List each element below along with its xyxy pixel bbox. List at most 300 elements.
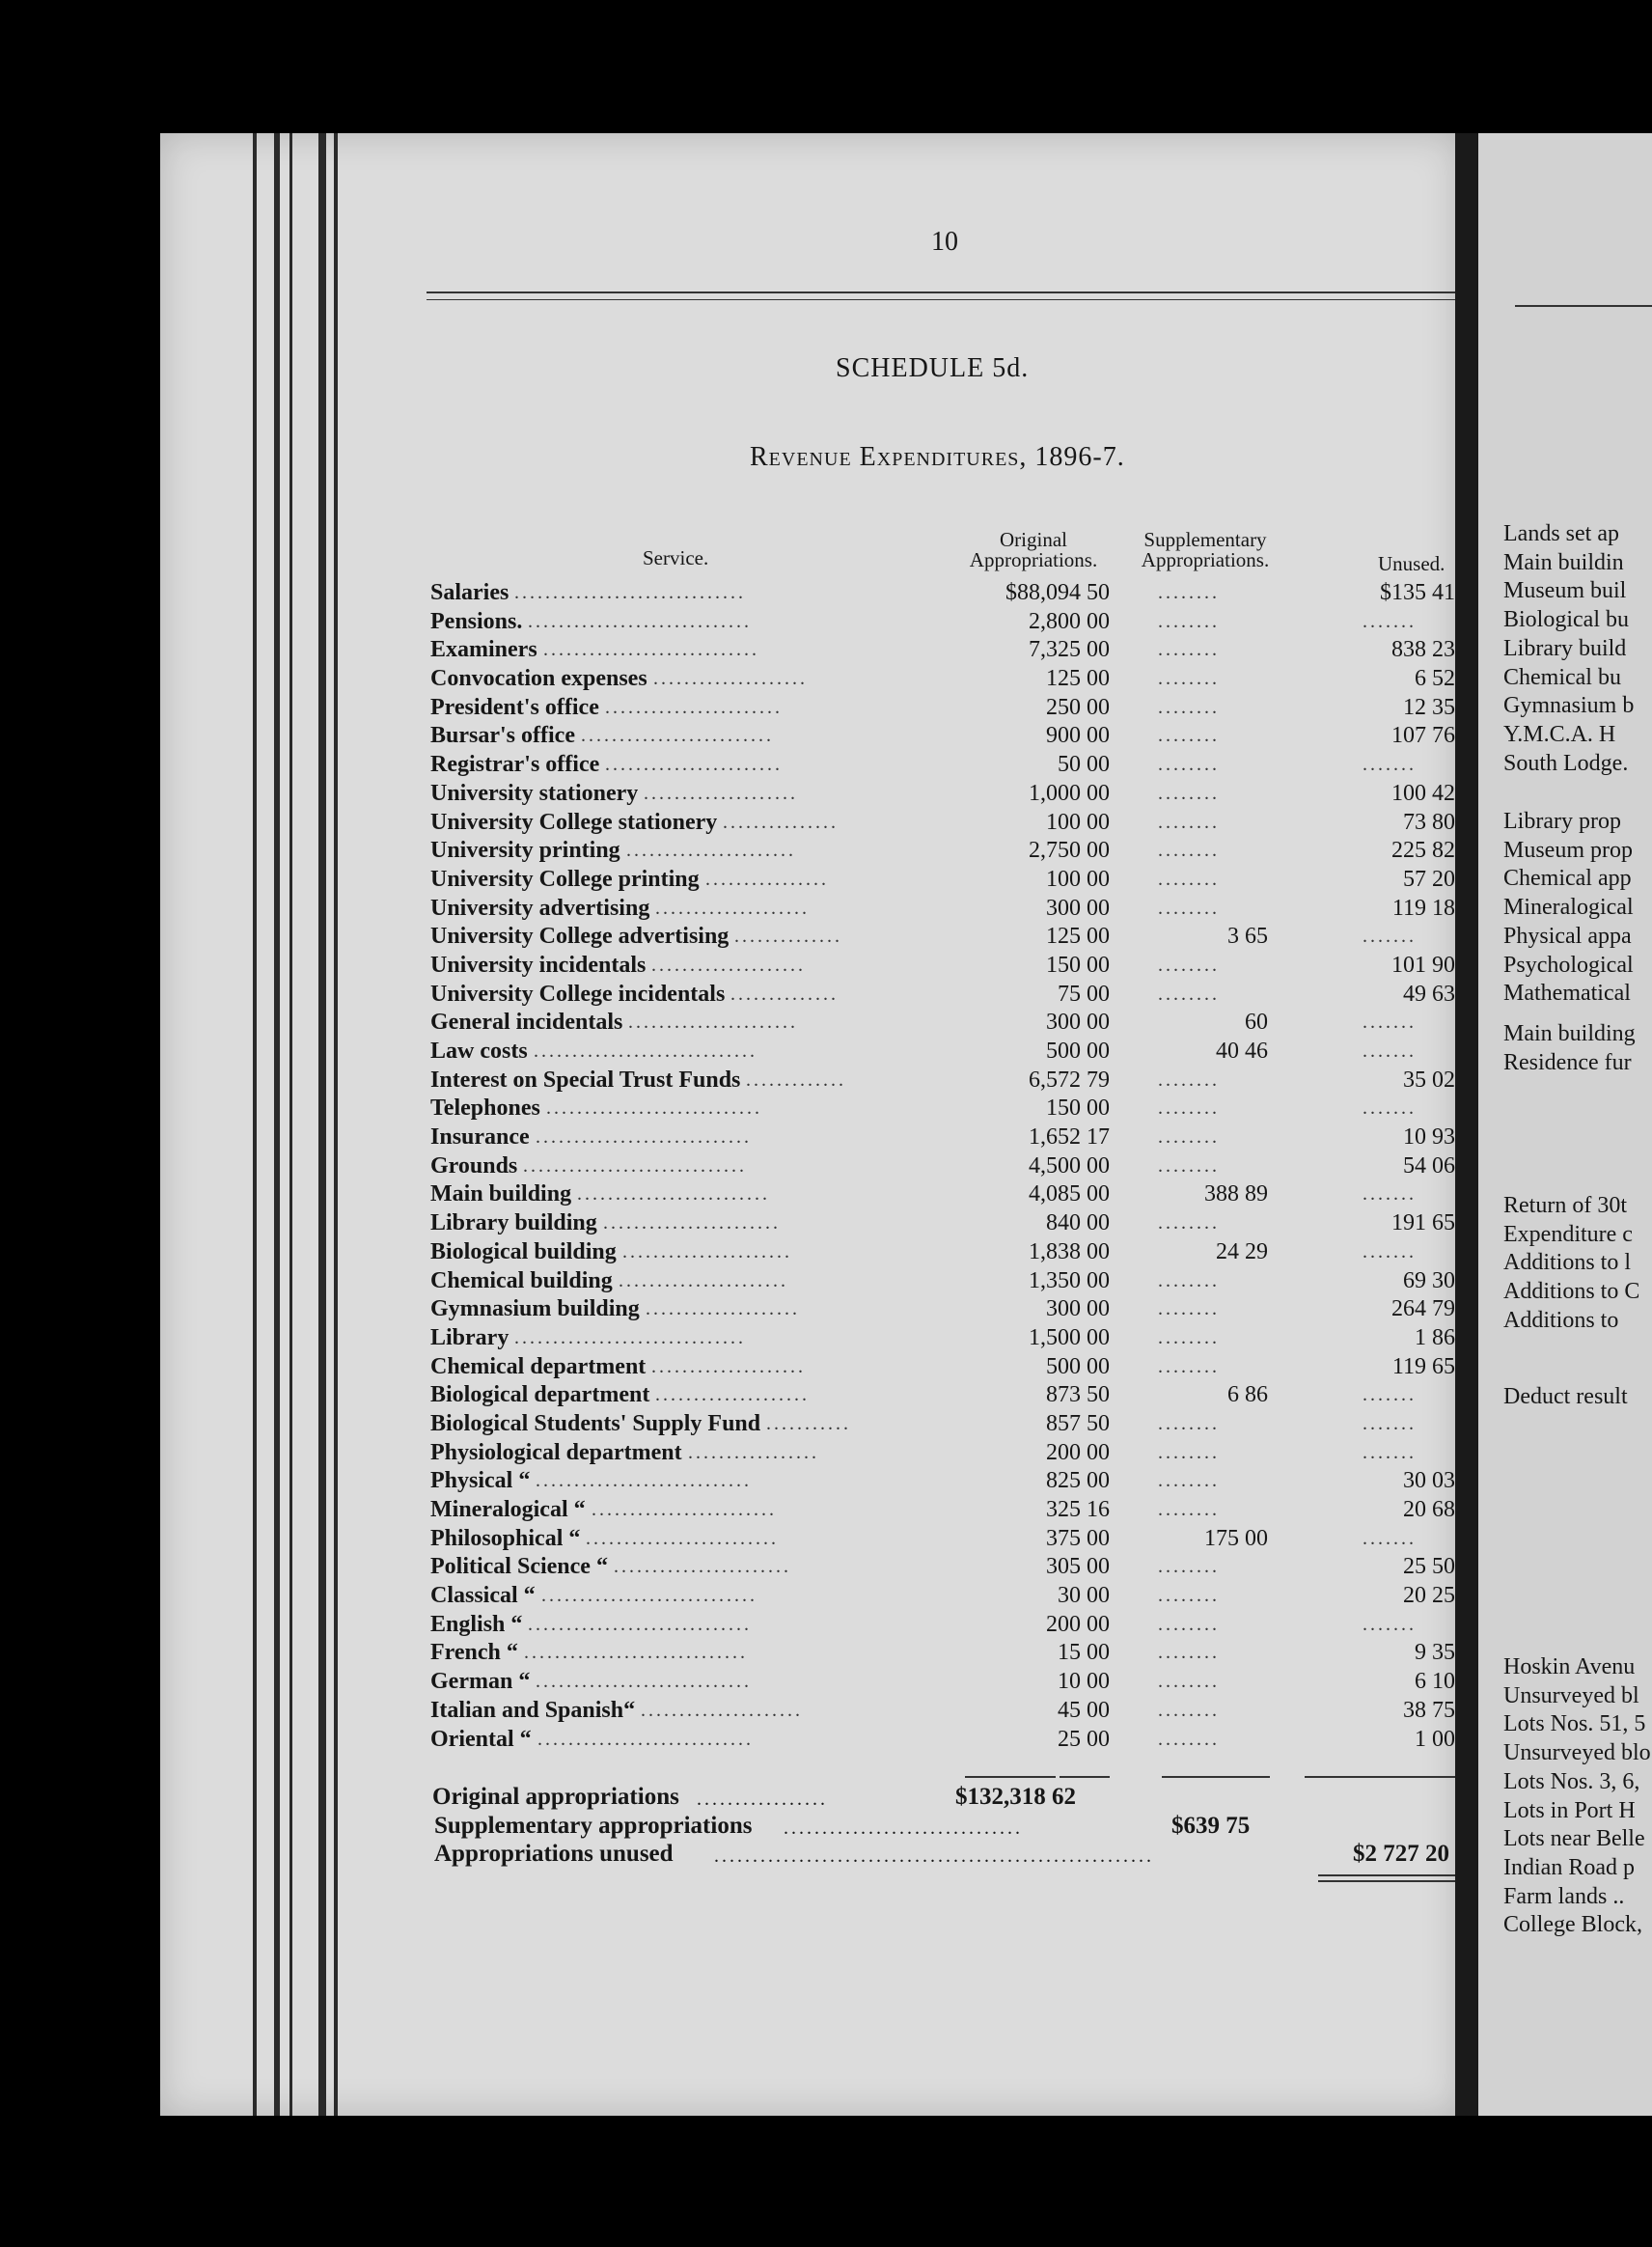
- leader-dots: ........: [1158, 868, 1220, 890]
- leader-dots: .......: [1363, 1240, 1417, 1262]
- original-amount: 75 00: [1058, 981, 1110, 1007]
- column-header-supplementary-line: Supplementary: [1143, 528, 1267, 551]
- service-label: Biological building: [430, 1238, 617, 1264]
- facing-page-line: Lots near Belle: [1503, 1826, 1645, 1852]
- leader-dots: .......................: [614, 1556, 791, 1578]
- original-amount: 7,325 00: [1029, 637, 1110, 663]
- facing-page-line: College Block,: [1503, 1912, 1642, 1938]
- schedule-title: SCHEDULE 5d.: [836, 353, 1030, 383]
- facing-page-line: Library prop: [1503, 809, 1621, 834]
- unused-amount: 38 75: [1403, 1697, 1455, 1723]
- facing-page-line: Lots Nos. 3, 6,: [1503, 1768, 1640, 1794]
- leader-dots: ............................: [536, 1671, 752, 1693]
- leader-dots: .......................: [605, 754, 783, 776]
- original-amount: 15 00: [1058, 1640, 1110, 1666]
- leader-dots: ............................: [546, 1097, 762, 1120]
- original-amount: 857 50: [1046, 1410, 1110, 1436]
- table-row: [0, 952, 1455, 981]
- total-supplementary-value: $639 75: [1171, 1813, 1251, 1839]
- table-row: [0, 1180, 1455, 1209]
- leader-dots: ........: [1158, 1585, 1220, 1607]
- service-label: Insurance: [430, 1124, 530, 1151]
- original-amount: 150 00: [1046, 1096, 1110, 1122]
- leader-dots: ............................: [541, 1585, 757, 1607]
- unused-amount: 119 65: [1391, 1353, 1455, 1379]
- leader-dots: ....................: [655, 1384, 810, 1406]
- table-row: [0, 1668, 1455, 1697]
- original-amount: 500 00: [1046, 1353, 1110, 1379]
- original-amount: 1,838 00: [1029, 1238, 1110, 1264]
- leader-dots: ........: [1158, 1499, 1220, 1520]
- table-row: [0, 1295, 1455, 1324]
- leader-dots: ......................: [622, 1240, 792, 1262]
- original-amount: 30 00: [1058, 1583, 1110, 1609]
- unused-amount: 225 82: [1391, 838, 1455, 864]
- facing-page-line: Mineralogical: [1503, 895, 1634, 921]
- unused-amount: 73 80: [1403, 809, 1455, 835]
- facing-page-line: Lots in Port H: [1503, 1797, 1636, 1823]
- service-label: Philosophical “: [430, 1525, 581, 1551]
- table-row: [0, 1238, 1455, 1267]
- service-label: English “: [430, 1611, 523, 1637]
- facing-page-line: Indian Road p: [1503, 1854, 1635, 1880]
- unused-amount: 1 00: [1415, 1726, 1455, 1752]
- total-rule: [965, 1776, 1056, 1778]
- leader-dots: ......................: [626, 840, 796, 862]
- leader-dots: ........: [1158, 1671, 1220, 1693]
- unused-amount: 101 90: [1391, 952, 1455, 978]
- total-rule: [1162, 1776, 1270, 1778]
- table-row: [0, 981, 1455, 1010]
- original-amount: 2,800 00: [1029, 608, 1110, 634]
- table-row: [0, 1095, 1455, 1124]
- facing-page-line: Biological bu: [1503, 607, 1629, 633]
- facing-page-rule: [1515, 305, 1652, 307]
- table-row: [0, 1067, 1455, 1096]
- original-amount: 4,500 00: [1029, 1152, 1110, 1179]
- leader-dots: ..............: [734, 926, 842, 948]
- unused-amount: 54 06: [1403, 1152, 1455, 1179]
- facing-page-line: Unsurveyed bl: [1503, 1682, 1639, 1708]
- original-amount: 150 00: [1046, 952, 1110, 978]
- leader-dots: .......: [1363, 754, 1417, 776]
- table-row: [0, 1439, 1455, 1468]
- facing-page-line: Gymnasium b: [1503, 693, 1635, 719]
- service-label: Bursar's office: [430, 723, 575, 749]
- leader-dots: ......................: [628, 1012, 798, 1034]
- service-label: University advertising: [430, 895, 650, 921]
- service-label: University College stationery: [430, 809, 718, 835]
- service-label: French “: [430, 1640, 518, 1666]
- leader-dots: ....................: [644, 782, 798, 804]
- original-amount: 25 00: [1058, 1726, 1110, 1752]
- leader-dots: .......................: [605, 696, 783, 718]
- table-row: [0, 1553, 1455, 1582]
- unused-amount: 264 79: [1391, 1296, 1455, 1322]
- original-amount: 825 00: [1046, 1468, 1110, 1494]
- column-header-supplementary-line: Appropriations.: [1141, 548, 1270, 571]
- original-amount: 2,750 00: [1029, 838, 1110, 864]
- leader-dots: ........: [1158, 696, 1220, 718]
- table-row: [0, 1611, 1455, 1640]
- unused-amount: 119 18: [1391, 895, 1455, 921]
- facing-page-line: Additions to l: [1503, 1250, 1632, 1276]
- facing-page-line: South Lodge.: [1503, 750, 1629, 776]
- service-label: Chemical department: [430, 1353, 647, 1379]
- leader-dots: ........: [1158, 954, 1220, 976]
- unused-amount: 6 52: [1415, 666, 1455, 692]
- leader-dots: .......: [1363, 1040, 1417, 1062]
- column-header-unused: Unused.: [1378, 552, 1446, 575]
- facing-page-line: Psychological: [1503, 952, 1634, 978]
- table-row: [0, 1525, 1455, 1554]
- total-unused-label: Appropriations unused: [434, 1841, 674, 1867]
- leader-dots: .........................................................: [714, 1845, 1154, 1867]
- service-label: University printing: [430, 838, 620, 864]
- leader-dots: ....................: [646, 1298, 800, 1320]
- original-amount: 250 00: [1046, 694, 1110, 720]
- double-rule: [1318, 1874, 1455, 1876]
- service-label: Gymnasium building: [430, 1296, 640, 1322]
- table-row: [0, 1726, 1455, 1755]
- original-amount: 100 00: [1046, 809, 1110, 835]
- leader-dots: .............................: [523, 1154, 747, 1177]
- supplementary-amount: 175 00: [1204, 1525, 1268, 1551]
- facing-page-line: Main buildin: [1503, 549, 1624, 575]
- total-supplementary-label: Supplementary appropriations: [434, 1813, 753, 1839]
- table-row: [0, 579, 1455, 608]
- supplementary-amount: 3 65: [1227, 924, 1268, 950]
- service-label: Examiners: [430, 637, 537, 663]
- service-label: Salaries: [430, 580, 509, 605]
- service-label: Interest on Special Trust Funds: [430, 1067, 741, 1093]
- leader-dots: ..............................: [514, 582, 746, 603]
- unused-amount: 10 93: [1403, 1124, 1455, 1151]
- original-amount: 840 00: [1046, 1210, 1110, 1236]
- facing-page-line: Museum buil: [1503, 578, 1627, 604]
- leader-dots: .......: [1363, 1412, 1417, 1434]
- service-label: Telephones: [430, 1096, 540, 1122]
- leader-dots: .............: [746, 1068, 846, 1091]
- leader-dots: ........: [1158, 1126, 1220, 1149]
- leader-dots: .......: [1363, 1384, 1417, 1406]
- leader-dots: ......................: [619, 1269, 788, 1291]
- leader-dots: ........: [1158, 1068, 1220, 1091]
- leader-dots: ........: [1158, 725, 1220, 747]
- original-amount: $88,094 50: [1005, 580, 1110, 605]
- original-amount: 873 50: [1046, 1382, 1110, 1408]
- leader-dots: .............................: [528, 1613, 752, 1635]
- leader-dots: ........: [1158, 1441, 1220, 1463]
- service-label: Physical “: [430, 1468, 531, 1494]
- table-row: [0, 1267, 1455, 1296]
- table-row: [0, 1582, 1455, 1611]
- service-label: Library: [430, 1324, 509, 1350]
- table-row: [0, 809, 1455, 838]
- leader-dots: .................: [688, 1441, 819, 1463]
- leader-dots: ............................: [537, 1728, 754, 1750]
- leader-dots: ................: [705, 868, 829, 890]
- table-row: [0, 1324, 1455, 1353]
- header-rule: [427, 291, 1455, 293]
- unused-amount: 35 02: [1403, 1067, 1455, 1093]
- service-label: Biological Students' Supply Fund: [430, 1410, 761, 1436]
- total-original-label: Original appropriations: [432, 1784, 679, 1810]
- leader-dots: .......: [1363, 1097, 1417, 1120]
- leader-dots: .........................: [577, 1183, 770, 1206]
- original-amount: 500 00: [1046, 1039, 1110, 1064]
- unused-amount: 100 42: [1391, 780, 1455, 806]
- leader-dots: ........: [1158, 1298, 1220, 1320]
- leader-dots: ....................: [651, 954, 806, 976]
- original-amount: 1,350 00: [1029, 1267, 1110, 1293]
- leader-dots: ...............: [723, 811, 839, 833]
- facing-page-line: Hoskin Avenu: [1503, 1654, 1636, 1679]
- original-amount: 45 00: [1058, 1697, 1110, 1723]
- service-label: Political Science “: [430, 1554, 608, 1580]
- leader-dots: .........................: [586, 1527, 779, 1549]
- leader-dots: .......................: [603, 1212, 781, 1234]
- service-label: University stationery: [430, 780, 639, 806]
- table-row: [0, 866, 1455, 895]
- table-row: [0, 923, 1455, 952]
- column-header-original-line: Original: [1000, 528, 1067, 551]
- column-header-supplementary: [1127, 530, 1283, 570]
- original-amount: 375 00: [1046, 1525, 1110, 1551]
- table-row: [0, 1152, 1455, 1181]
- facing-page-line: Museum prop: [1503, 837, 1633, 863]
- leader-dots: .............................: [524, 1642, 748, 1664]
- unused-amount: 69 30: [1403, 1267, 1455, 1293]
- total-rule: [1060, 1776, 1110, 1778]
- service-label: University College incidentals: [430, 981, 726, 1007]
- facing-page-line: Lots Nos. 51, 5: [1503, 1711, 1646, 1737]
- column-header-original-line: Appropriations.: [969, 548, 1098, 571]
- table-row: [0, 608, 1455, 637]
- leader-dots: .......: [1363, 1183, 1417, 1206]
- original-amount: 6,572 79: [1029, 1067, 1110, 1093]
- unused-amount: $135 41: [1380, 580, 1455, 605]
- unused-amount: 25 50: [1403, 1554, 1455, 1580]
- column-header-service: Service.: [643, 546, 709, 569]
- table-row: [0, 1209, 1455, 1238]
- leader-dots: .............................: [528, 610, 752, 632]
- supplementary-amount: 60: [1245, 1010, 1268, 1036]
- facing-page-line: Mathematical: [1503, 981, 1631, 1007]
- facing-page-line: Chemical bu: [1503, 664, 1621, 690]
- facing-page-line: Main building: [1503, 1021, 1636, 1046]
- leader-dots: .......: [1363, 610, 1417, 632]
- facing-page-line: Return of 30t: [1503, 1193, 1627, 1218]
- service-label: Mineralogical “: [430, 1497, 586, 1522]
- table-row: [0, 895, 1455, 924]
- table-row: [0, 694, 1455, 723]
- table-row: [0, 1639, 1455, 1668]
- leader-dots: .........................: [581, 725, 774, 747]
- leader-dots: ........: [1158, 1728, 1220, 1750]
- total-original-value: $132,318 62: [955, 1784, 1076, 1810]
- leader-dots: ........: [1158, 1412, 1220, 1434]
- service-label: Biological department: [430, 1382, 650, 1408]
- table-row: [0, 1467, 1455, 1496]
- supplementary-amount: 40 46: [1216, 1039, 1268, 1064]
- original-amount: 300 00: [1046, 895, 1110, 921]
- service-label: Italian and Spanish“: [430, 1697, 636, 1723]
- facing-page-line: Farm lands ..: [1503, 1883, 1625, 1909]
- service-label: Physiological department: [430, 1439, 682, 1465]
- original-amount: 125 00: [1046, 666, 1110, 692]
- service-label: Main building: [430, 1181, 572, 1207]
- total-rule: [1305, 1776, 1455, 1778]
- leader-dots: ........: [1158, 1470, 1220, 1492]
- leader-dots: ....................: [651, 1355, 806, 1377]
- unused-amount: 1 86: [1415, 1324, 1455, 1350]
- facing-page-line: Unsurveyed blo: [1503, 1740, 1651, 1766]
- leader-dots: ........: [1158, 1212, 1220, 1234]
- service-label: Registrar's office: [430, 752, 600, 778]
- leader-dots: ...............................: [784, 1817, 1023, 1839]
- leader-dots: ........: [1158, 1642, 1220, 1664]
- unused-amount: 191 65: [1391, 1210, 1455, 1236]
- original-amount: 125 00: [1046, 924, 1110, 950]
- facing-page-line: Expenditure c: [1503, 1221, 1633, 1247]
- leader-dots: ............................: [543, 639, 759, 661]
- service-label: Grounds: [430, 1152, 518, 1179]
- leader-dots: ............................: [536, 1470, 752, 1492]
- leader-dots: ..............................: [514, 1326, 746, 1348]
- unused-amount: 20 25: [1403, 1583, 1455, 1609]
- original-amount: 1,000 00: [1029, 780, 1110, 806]
- leader-dots: .......: [1363, 1613, 1417, 1635]
- unused-amount: 20 68: [1403, 1497, 1455, 1522]
- service-label: Chemical building: [430, 1267, 613, 1293]
- leader-dots: ........: [1158, 840, 1220, 862]
- facing-page-line: Residence fur: [1503, 1049, 1632, 1075]
- unused-amount: 107 76: [1391, 723, 1455, 749]
- double-rule: [1318, 1880, 1455, 1882]
- leader-dots: .......: [1363, 926, 1417, 948]
- service-label: Library building: [430, 1210, 597, 1236]
- section-heading: Revenue Expenditures, 1896-7.: [750, 442, 1125, 472]
- leader-dots: ....................: [655, 897, 810, 919]
- supplementary-amount: 24 29: [1216, 1238, 1268, 1264]
- table-row: [0, 1496, 1455, 1525]
- unused-amount: 838 23: [1391, 637, 1455, 663]
- table-row: [0, 636, 1455, 665]
- leader-dots: ........: [1158, 639, 1220, 661]
- facing-page-line: Y.M.C.A. H: [1503, 721, 1616, 747]
- leader-dots: ............................: [536, 1126, 752, 1149]
- original-amount: 50 00: [1058, 752, 1110, 778]
- leader-dots: ........: [1158, 1699, 1220, 1721]
- unused-amount: 49 63: [1403, 981, 1455, 1007]
- facing-page-line: Deduct result: [1503, 1384, 1628, 1409]
- leader-dots: .......: [1363, 1527, 1417, 1549]
- original-amount: 305 00: [1046, 1554, 1110, 1580]
- facing-page-line: Library build: [1503, 635, 1627, 661]
- table-row: [0, 1124, 1455, 1152]
- original-amount: 200 00: [1046, 1611, 1110, 1637]
- leader-dots: .....................: [641, 1699, 803, 1721]
- leader-dots: ........: [1158, 582, 1220, 603]
- table-row: [0, 751, 1455, 780]
- column-header-original: [951, 530, 1115, 570]
- service-label: University College advertising: [430, 924, 730, 950]
- table-row: [0, 1410, 1455, 1439]
- leader-dots: ........................: [592, 1499, 777, 1520]
- facing-page-line: Additions to C: [1503, 1279, 1640, 1305]
- original-amount: 300 00: [1046, 1296, 1110, 1322]
- service-label: University College printing: [430, 866, 700, 892]
- leader-dots: ........: [1158, 1613, 1220, 1635]
- table-row: [0, 722, 1455, 751]
- leader-dots: .............................: [534, 1040, 757, 1062]
- facing-page-line: Physical appa: [1503, 923, 1632, 949]
- original-amount: 10 00: [1058, 1669, 1110, 1695]
- service-label: Convocation expenses: [430, 666, 647, 692]
- supplementary-amount: 6 86: [1227, 1382, 1268, 1408]
- leader-dots: ........: [1158, 1154, 1220, 1177]
- header-rule: [427, 299, 1455, 300]
- service-label: Oriental “: [430, 1726, 532, 1752]
- leader-dots: ........: [1158, 610, 1220, 632]
- leader-dots: ........: [1158, 983, 1220, 1005]
- original-amount: 325 16: [1046, 1497, 1110, 1522]
- page-number: 10: [931, 227, 958, 257]
- table-row: [0, 1353, 1455, 1382]
- service-label: University incidentals: [430, 952, 647, 978]
- leader-dots: .......: [1363, 1012, 1417, 1034]
- unused-amount: 57 20: [1403, 866, 1455, 892]
- table-row: [0, 1381, 1455, 1410]
- expenditure-table: [0, 579, 1455, 1754]
- original-amount: 300 00: [1046, 1010, 1110, 1036]
- facing-page-line: Additions to: [1503, 1307, 1619, 1333]
- leader-dots: .................: [697, 1789, 828, 1810]
- total-unused-value: $2 727 20: [1353, 1841, 1449, 1867]
- leader-dots: ........: [1158, 1355, 1220, 1377]
- original-amount: 4,085 00: [1029, 1181, 1110, 1207]
- leader-dots: ........: [1158, 897, 1220, 919]
- leader-dots: ........: [1158, 782, 1220, 804]
- service-label: Pensions.: [430, 608, 523, 634]
- supplementary-amount: 388 89: [1204, 1181, 1268, 1207]
- service-label: German “: [430, 1669, 531, 1695]
- leader-dots: ........: [1158, 1326, 1220, 1348]
- original-amount: 1,652 17: [1029, 1124, 1110, 1151]
- leader-dots: ........: [1158, 668, 1220, 690]
- unused-amount: 9 35: [1415, 1640, 1455, 1666]
- facing-page: [1478, 133, 1652, 2116]
- table-row: [0, 1038, 1455, 1067]
- unused-amount: 30 03: [1403, 1468, 1455, 1494]
- table-row: [0, 837, 1455, 866]
- leader-dots: ........: [1158, 754, 1220, 776]
- leader-dots: ........: [1158, 811, 1220, 833]
- leader-dots: ..............: [730, 983, 839, 1005]
- leader-dots: ........: [1158, 1556, 1220, 1578]
- facing-page-line: Chemical app: [1503, 866, 1632, 892]
- original-amount: 1,500 00: [1029, 1324, 1110, 1350]
- leader-dots: ........: [1158, 1269, 1220, 1291]
- service-label: President's office: [430, 694, 599, 720]
- unused-amount: 6 10: [1415, 1669, 1455, 1695]
- page-gutter: [1455, 133, 1478, 2116]
- original-amount: 100 00: [1046, 866, 1110, 892]
- table-row: [0, 1697, 1455, 1726]
- facing-page-line: Lands set ap: [1503, 521, 1619, 546]
- original-amount: 200 00: [1046, 1439, 1110, 1465]
